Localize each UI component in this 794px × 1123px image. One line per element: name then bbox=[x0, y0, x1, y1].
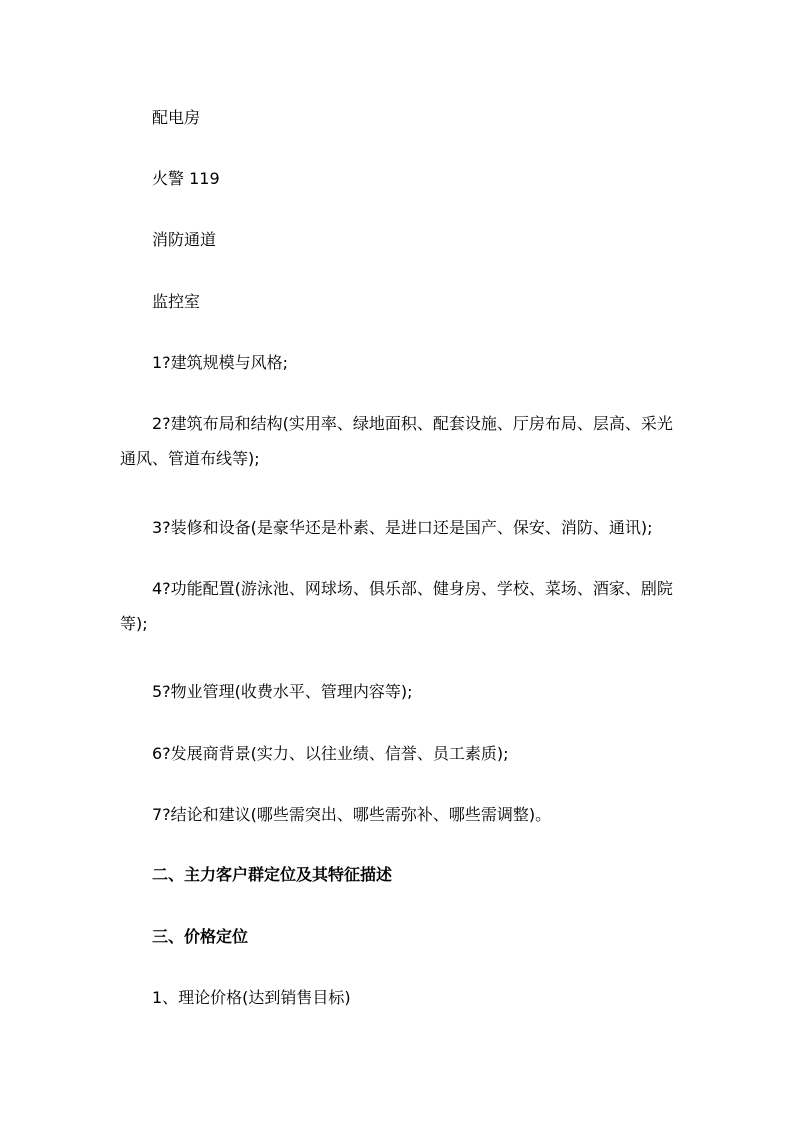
text-line-power-room: 配电房 bbox=[152, 108, 201, 127]
list-item-3: 3?装修和设备(是豪华还是朴素、是进口还是国产、保安、消防、通讯); bbox=[152, 518, 653, 537]
text-line-monitor-room: 监控室 bbox=[152, 292, 201, 311]
list-item-6: 6?发展商背景(实力、以往业绩、信誉、员工素质); bbox=[152, 744, 509, 763]
section-heading-2: 二、主力客户群定位及其特征描述 bbox=[152, 865, 393, 884]
section-heading-3: 三、价格定位 bbox=[152, 927, 249, 946]
list-item-4: 4?功能配置(游泳池、网球场、俱乐部、健身房、学校、菜场、酒家、剧院等); bbox=[120, 579, 673, 633]
text-line-fire-alarm: 火警 119 bbox=[152, 169, 220, 188]
subsection-1: 1、理论价格(达到销售目标) bbox=[152, 988, 351, 1007]
text-line-fire-passage: 消防通道 bbox=[152, 230, 217, 249]
list-item-2: 2?建筑布局和结构(实用率、绿地面积、配套设施、厅房布局、层高、采光通风、管道布线等); bbox=[120, 414, 673, 468]
list-item-5: 5?物业管理(收费水平、管理内容等); bbox=[152, 682, 413, 701]
list-item-7: 7?结论和建议(哪些需突出、哪些需弥补、哪些需调整)。 bbox=[152, 805, 552, 824]
list-item-1: 1?建筑规模与风格; bbox=[152, 353, 289, 372]
